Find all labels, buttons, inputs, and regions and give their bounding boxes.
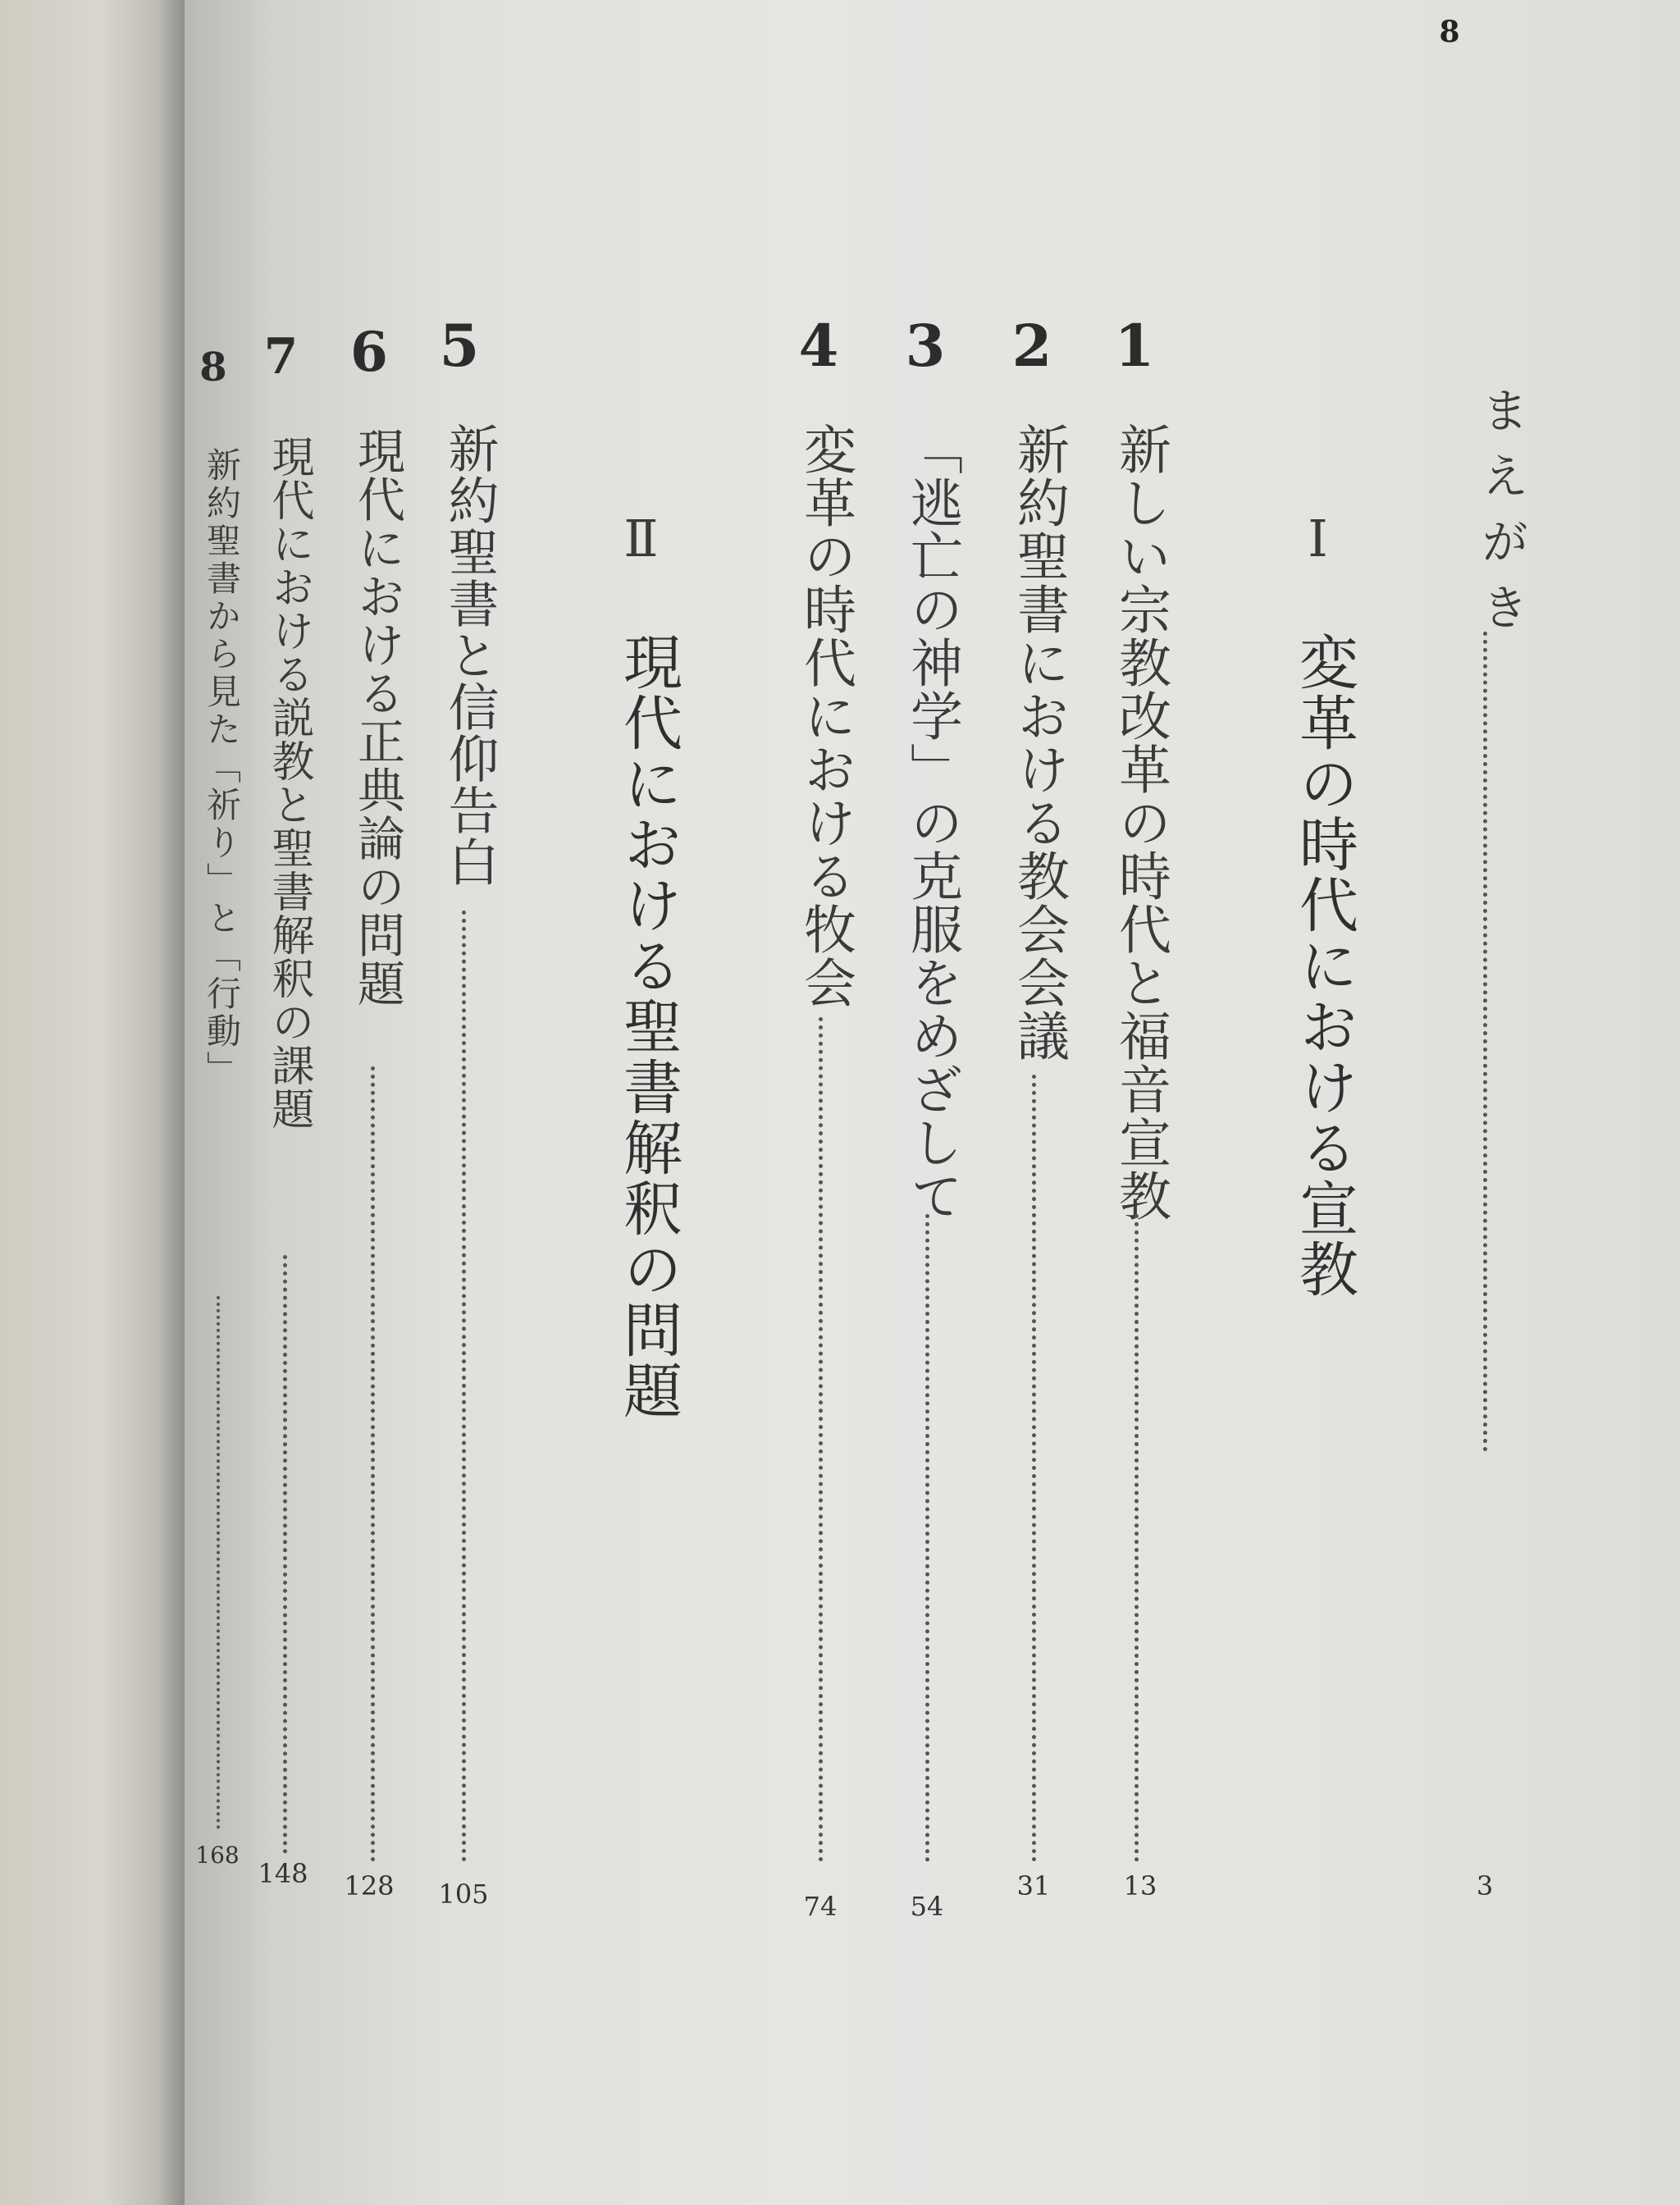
- chapter-4-number: 4: [798, 312, 839, 380]
- chapter-4-title: 変革の時代における牧会: [795, 422, 856, 1009]
- chapter-6-page: 128: [344, 1870, 395, 1901]
- chapter-3-number: 3: [905, 312, 946, 380]
- chapter-1-number: 1: [1114, 312, 1155, 380]
- preface-title: まえがき: [1473, 386, 1529, 648]
- chapter-1-title: 新しい宗教改革の時代と福音宣教: [1110, 422, 1171, 1222]
- part-1-title: 変革の時代における宣教: [1290, 632, 1358, 1299]
- chapter-8-number: 8: [199, 345, 227, 390]
- chapter-2-leader-dots: [1032, 1075, 1036, 1862]
- chapter-5-title: 新約聖書と信仰告白: [440, 422, 500, 888]
- part-2-numeral: Ⅱ: [611, 509, 671, 568]
- chapter-6-number: 6: [350, 320, 388, 384]
- preface-page: 3: [1476, 1870, 1494, 1901]
- preface-leader-dots: [1483, 632, 1487, 1452]
- chapter-5-number: 5: [439, 312, 480, 380]
- book-spine-shadow: [0, 0, 185, 2205]
- chapter-7-leader-dots: [283, 1255, 287, 1854]
- chapter-1-page: 13: [1123, 1870, 1157, 1901]
- chapter-6-leader-dots: [371, 1066, 375, 1862]
- chapter-5-leader-dots: [462, 911, 466, 1862]
- chapter-1-leader-dots: [1134, 1214, 1139, 1862]
- chapter-3-title: 「逃亡の神学」の克服をめざして: [902, 422, 962, 1222]
- chapter-3-leader-dots: [925, 1214, 929, 1862]
- chapter-2-title: 新約聖書における教会会議: [1008, 422, 1069, 1062]
- chapter-8-leader-dots: [217, 1296, 220, 1829]
- chapter-2-page: 31: [1016, 1870, 1051, 1901]
- chapter-4-leader-dots: [819, 1017, 823, 1862]
- chapter-4-page: 74: [803, 1891, 838, 1922]
- chapter-7-title: 現代における説教と聖書解釈の課題: [264, 435, 313, 1130]
- page-number: 8: [1439, 15, 1460, 49]
- chapter-6-title: 現代における正典論の問題: [349, 427, 405, 1007]
- part-1-numeral: Ⅰ: [1288, 509, 1348, 568]
- chapter-2-number: 2: [1011, 312, 1052, 380]
- chapter-8-page: 168: [195, 1842, 240, 1869]
- part-2-title: 現代における聖書解釈の問題: [614, 632, 682, 1421]
- chapter-7-number: 7: [263, 328, 299, 386]
- chapter-8-title: 新約聖書から見た「祈り」と「行動」: [202, 447, 242, 1089]
- chapter-3-page: 54: [910, 1891, 944, 1922]
- chapter-7-page: 148: [258, 1858, 308, 1889]
- chapter-5-page: 105: [438, 1879, 489, 1910]
